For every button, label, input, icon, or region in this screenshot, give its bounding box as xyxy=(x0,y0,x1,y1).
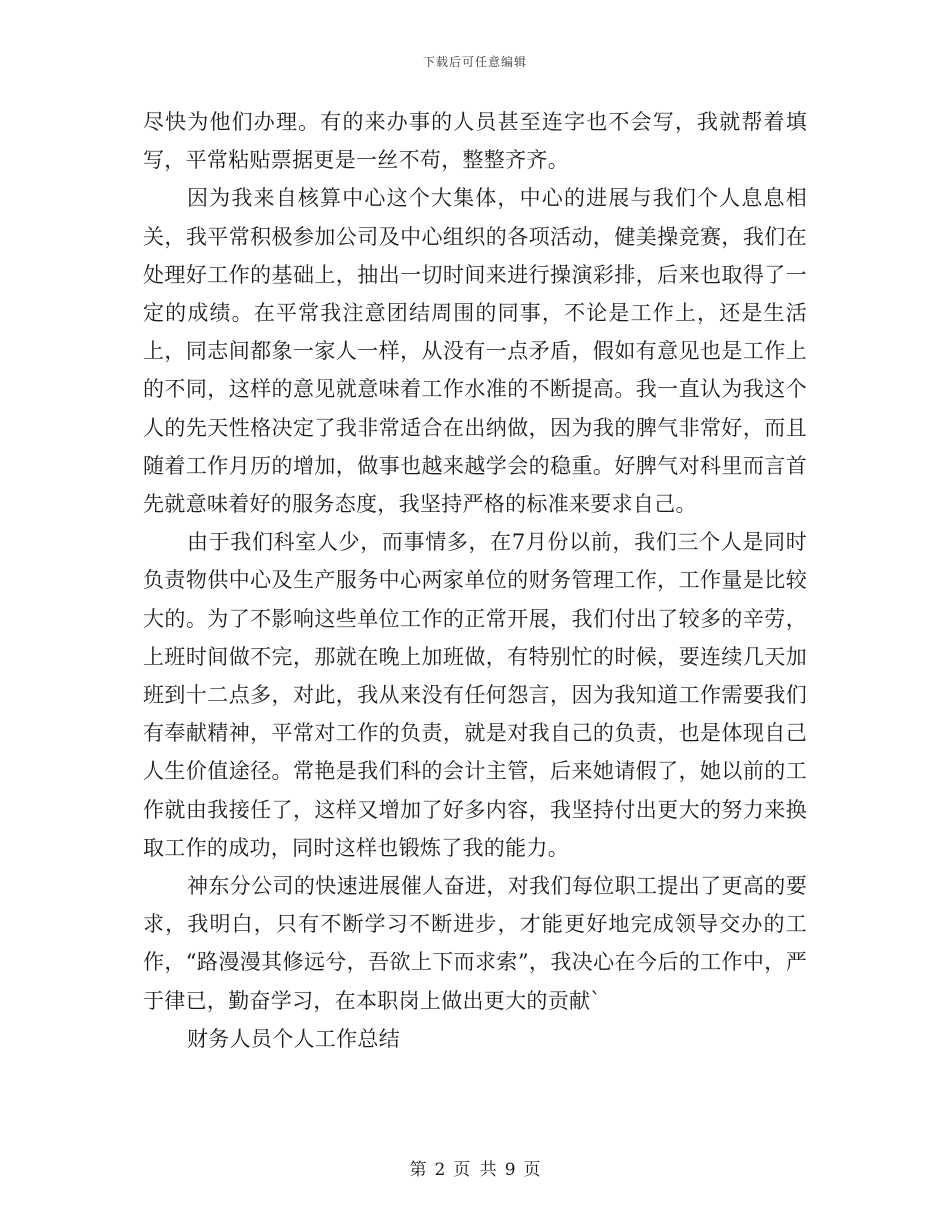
paragraph-4: 神东分公司的快速进展催人奋进，对我们每位职工提出了更高的要求，我明白，只有不断学习不断进步，才能更好地完成领导交办的工作，“路漫漫其修远兮，吾欲上下而求索”，我决心在今后的工作中，严于律已，勤奋学习，在本职岗上做出更大的贡献` xyxy=(143,874,807,1013)
paragraph-3: 由于我们科室人少，而事情多，在7月份以前，我们三个人是同时负责物供中心及生产服务中心两家单位的财务管理工作，工作量是比较大的。为了不影响这些单位工作的正常开展，我们付出了较多的辛劳，上班时间做不完，那就在晚上加班做，有特别忙的时候，要连续几天加班到十二点多，对此，我从来没有任何怨言，因为我知道工作需要我们有奉献精神，平常对工作的负责，就是对我自己的负责，也是体现自己人生价值途径。常艳是我们科的会计主管，后来她请假了，她以前的工作就由我接任了，这样又增加了好多内容，我坚持付出更大的努力来换取工作的成功，同时这样也锻炼了我的能力。 xyxy=(143,530,807,860)
paragraph-1: 尽快为他们办理。有的来办事的人员甚至连字也不会写，我就帮着填写，平常粘贴票据更是一丝不苟，整整齐齐。 xyxy=(143,110,807,173)
header-text: 下载后可任意编辑 xyxy=(422,55,527,69)
footer-prefix: 第 xyxy=(409,1160,427,1180)
section-heading: 财务人员个人工作总结 xyxy=(187,1026,400,1051)
total-pages-number: 9 xyxy=(504,1160,516,1180)
footer-middle: 页 共 xyxy=(453,1160,497,1180)
footer-suffix: 页 xyxy=(523,1160,541,1180)
current-page-number: 2 xyxy=(434,1160,446,1180)
page-footer xyxy=(0,1155,950,1180)
paragraph-2: 因为我来自核算中心这个大集体，中心的进展与我们个人息息相关，我平常积极参加公司及中心组织的各项活动，健美操竞赛，我们在处理好工作的基础上，抽出一切时间来进行操演彩排，后来也取得了一定的成绩。在平常我注意团结周围的同事，不论是工作上，还是生活上，同志间都象一家人一样，从没有一点矛盾，假如有意见也是工作上的不同，这样的意见就意味着工作水准的不断提高。我一直认为我这个人的先天性格决定了我非常适合在出纳做，因为我的脾气非常好，而且随着工作月历的增加，做事也越来越学会的稳重。好脾气对科里而言首先就意味着好的服务态度，我坚持严格的标准来要求自己。 xyxy=(143,186,807,517)
page-header xyxy=(0,53,950,70)
document-body xyxy=(143,103,807,1058)
